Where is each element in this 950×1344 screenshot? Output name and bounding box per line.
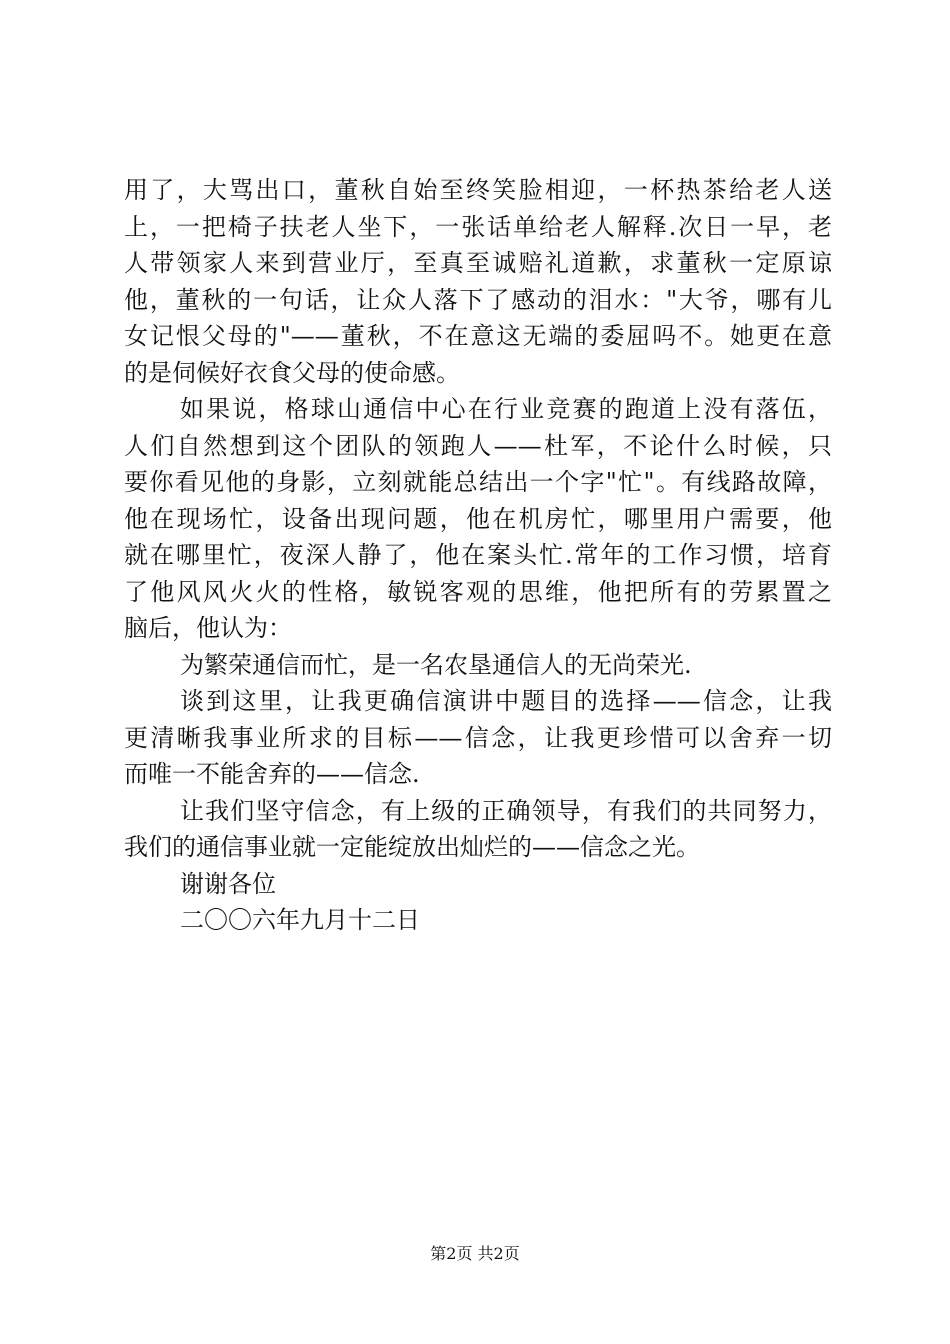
text-line: 了他风风火火的性格，敏锐客观的思维，他把所有的劳累置之 <box>124 577 832 606</box>
text-line: 他，董秋的一句话，让众人落下了感动的泪水："大爷，哪有儿 <box>124 285 832 314</box>
text-line: 人带领家人来到营业厅，至真至诚赔礼道歉，求董秋一定原谅 <box>124 249 832 277</box>
text-line: 我们的通信事业就一定能绽放出灿烂的——信念之光。 <box>124 833 700 861</box>
text-line: 用了，大骂出口，董秋自始至终笑脸相迎，一杯热茶给老人送 <box>124 176 832 204</box>
paragraph-first-line: 谈到这里，让我更确信演讲中题目的选择——信念，让我 <box>180 687 832 715</box>
text-line: 就在哪里忙，夜深人静了，他在案头忙.常年的工作习惯，培育 <box>124 541 832 569</box>
document-body <box>124 172 832 939</box>
document-date: 二〇〇六年九月十二日 <box>180 906 420 934</box>
text-line: 上，一把椅子扶老人坐下，一张话单给老人解释.次日一早，老 <box>124 212 832 241</box>
page-number-footer: 第2页 共2页 <box>430 1244 520 1263</box>
text-line: 而唯一不能舍弃的——信念. <box>124 760 420 788</box>
text-line: 他在现场忙，设备出现问题，他在机房忙，哪里用户需要，他 <box>124 504 832 533</box>
text-line: 的是伺候好衣食父母的使命感。 <box>124 358 460 387</box>
paragraph-first-line: 让我们坚守信念，有上级的正确领导，有我们的共同努力， <box>180 796 832 825</box>
text-line: 女记恨父母的"——董秋，不在意这无端的委屈吗不。她更在意 <box>124 322 832 350</box>
text-line: 更清晰我事业所求的目标——信念，让我更珍惜可以舍弃一切 <box>124 723 832 752</box>
closing-thanks: 谢谢各位 <box>180 869 276 898</box>
text-line: 要你看见他的身影，立刻就能总结出一个字"忙"。有线路故障， <box>124 468 832 496</box>
paragraph-first-line: 为繁荣通信而忙，是一名农垦通信人的无尚荣光. <box>180 650 692 679</box>
text-line: 人们自然想到这个团队的领跑人——杜军，不论什么时候，只 <box>124 431 832 460</box>
text-line: 脑后，他认为： <box>124 614 292 642</box>
paragraph-first-line: 如果说，格球山通信中心在行业竞赛的跑道上没有落伍， <box>180 395 832 423</box>
